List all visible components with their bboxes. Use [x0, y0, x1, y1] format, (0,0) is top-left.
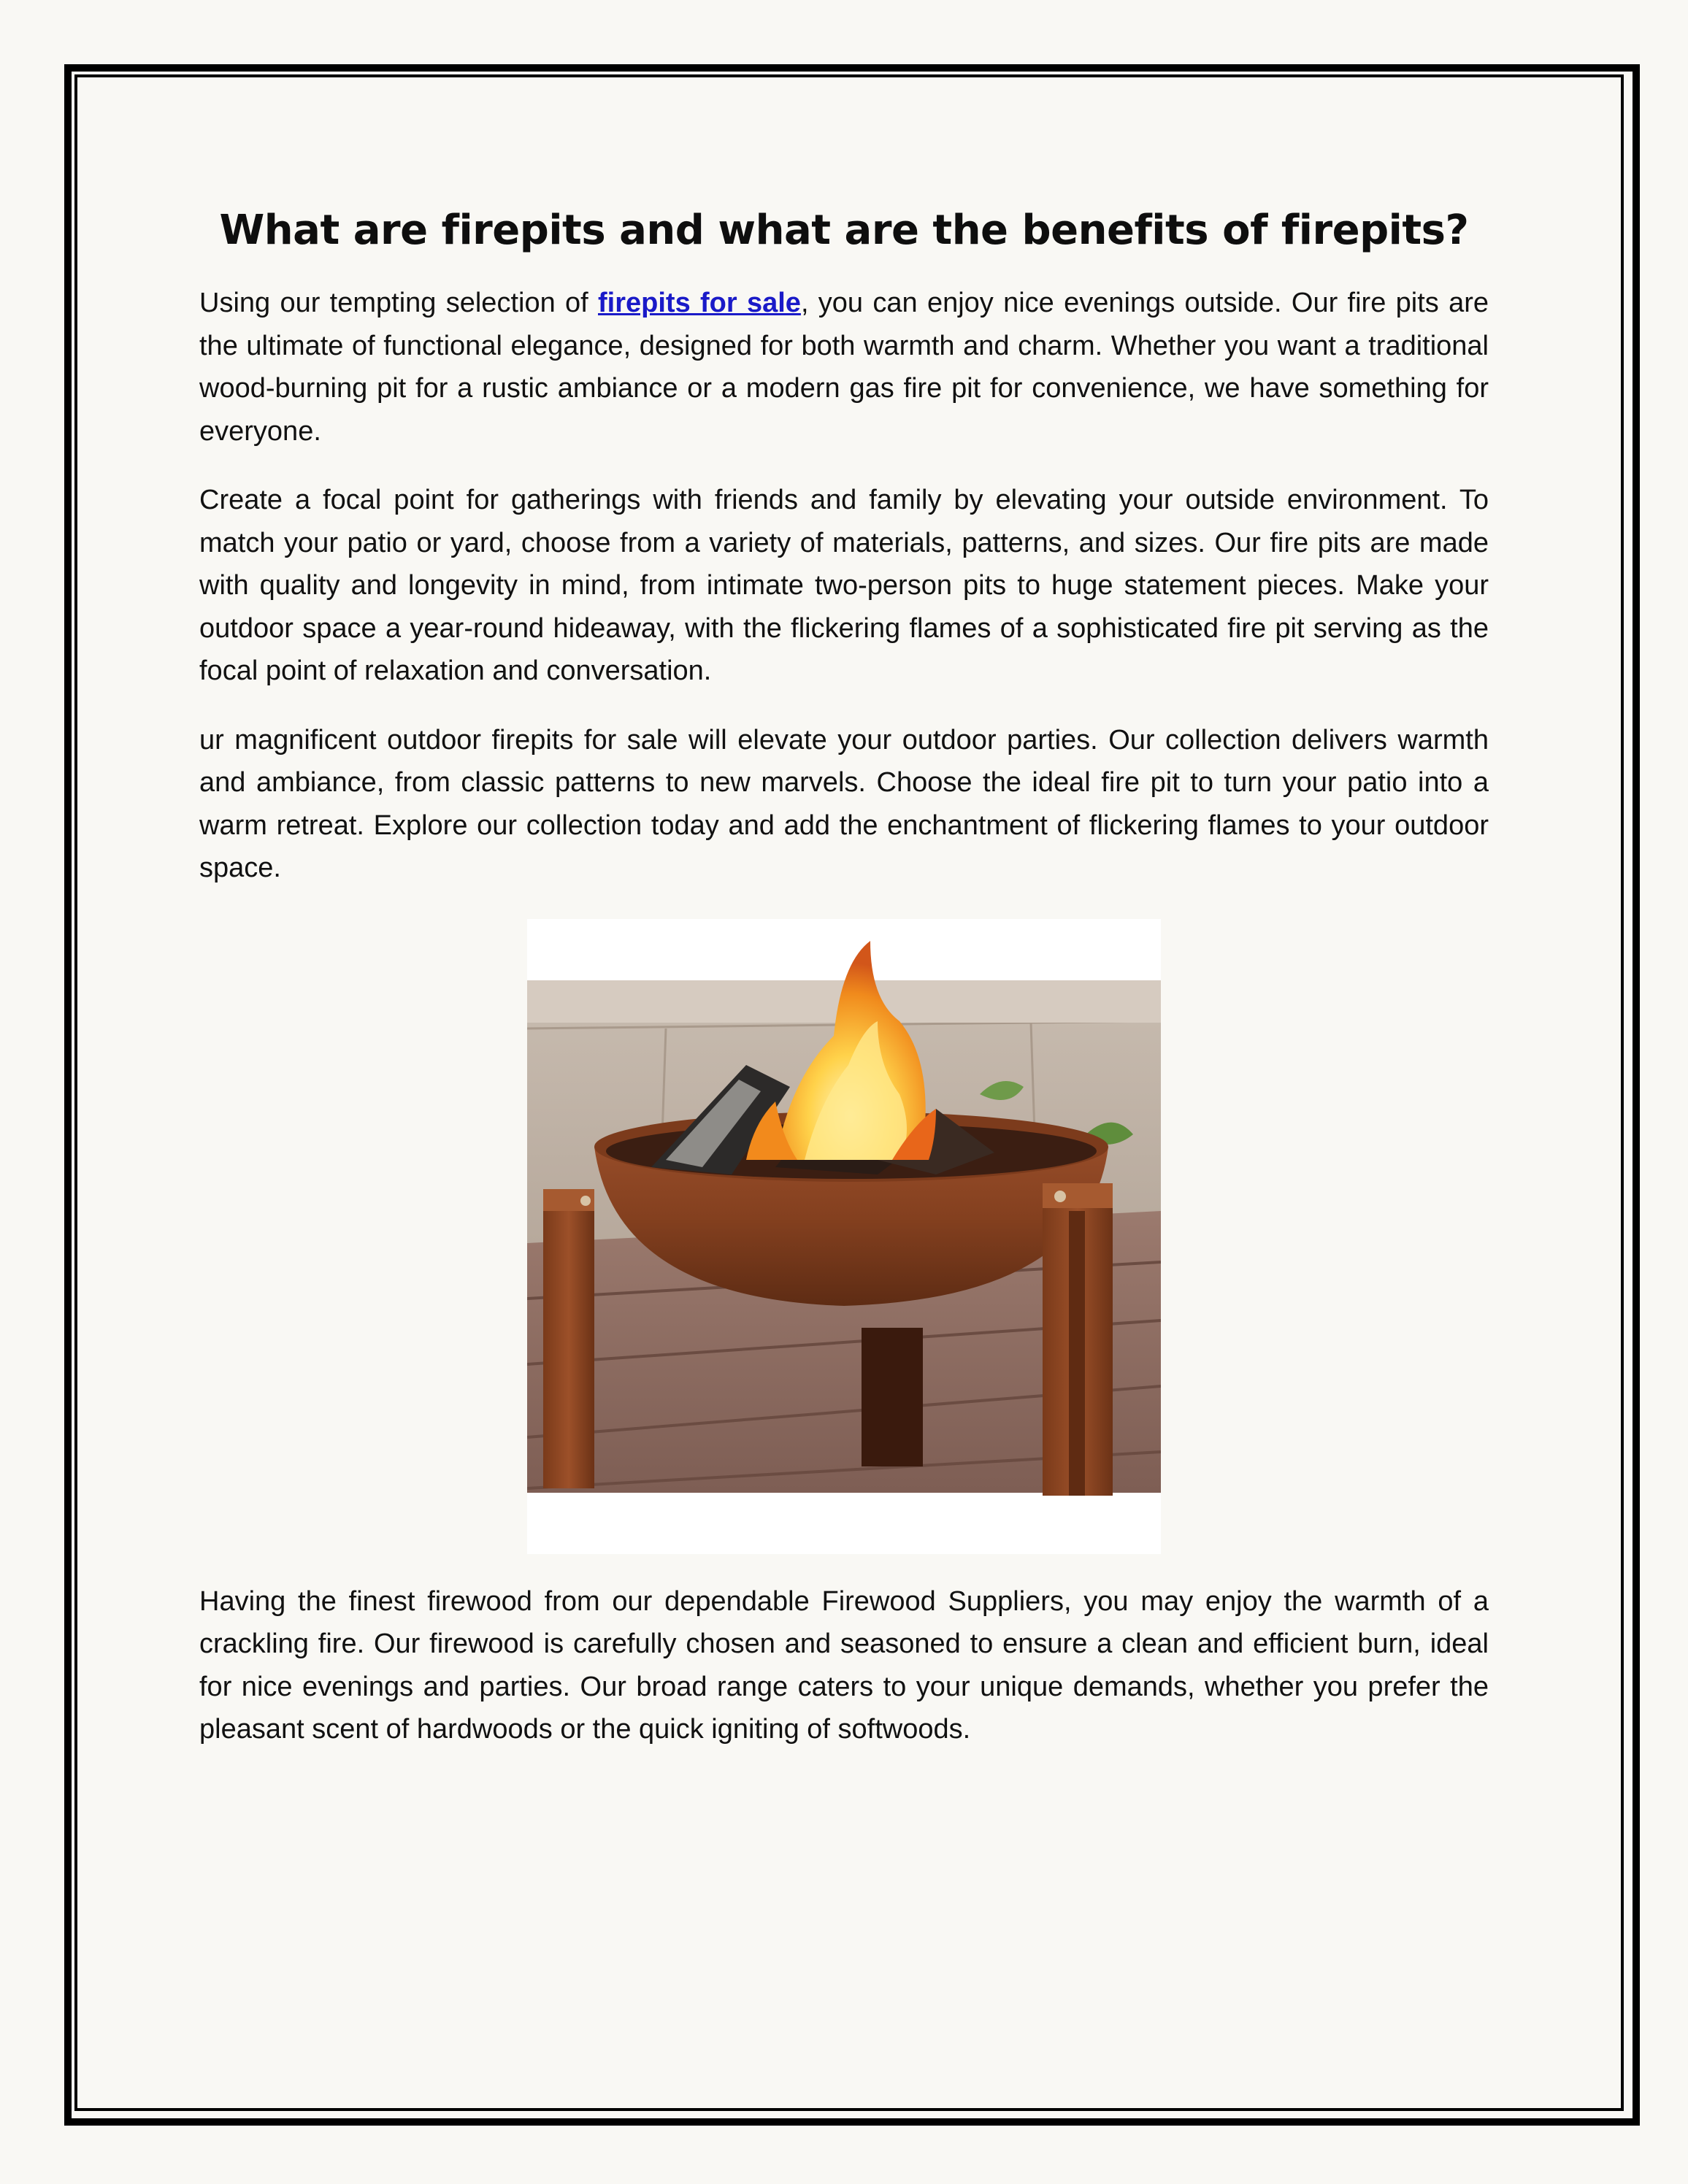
firepits-for-sale-link[interactable]: firepits for sale	[598, 288, 801, 318]
paragraph-focal-point: Create a focal point for gatherings with friends and family by elevating your outside environment. To match your patio or yard, choose from a variety of materials, patterns, and sizes. Our fire pits are made with quality and longevity in mind, from intimate two-person pits to huge statement pieces. Make your outdoor space a year-round hideaway, with the flickering flames of a sophisticated fire pit serving as the focal point of relaxation and conversation.	[199, 485, 1489, 686]
paragraph-intro	[199, 282, 1489, 453]
paragraph-collection: ur magnificent outdoor firepits for sale will elevate your outdoor parties. Our collection delivers warmth and ambiance, from classic patterns to new marvels. Choose the ideal fire pit to turn your patio into a warm retreat. Explore our collection today and add the enchantment of flickering flames to your outdoor space.	[199, 724, 1489, 883]
paragraph-intro-lead: Using our tempting selection of	[199, 288, 599, 318]
page-title: What are firepits and what are the benefits of firepits?	[219, 207, 1469, 254]
article	[199, 196, 1489, 1751]
paragraph-intro-rest: , you can enjoy nice evenings outside. Our fire pits are the ultimate of functional elegance, designed for both warmth and charm. Whether you want a traditional wood-burning pit for a rustic ambiance or a modern gas fire pit for convenience, we have something for everyone.	[199, 288, 1489, 447]
fire-pit-photo	[527, 919, 1161, 1554]
photo-scene	[527, 941, 1161, 1496]
paragraph-firewood: Having the finest firewood from our dependable Firewood Suppliers, you may enjoy the warmth of a crackling fire. Our firewood is carefully chosen and seasoned to ensure a clean and efficient burn, ideal for nice evenings and parties. Our broad range caters to your unique demands, whether you prefer the pleasant scent of hardwoods or the quick igniting of softwoods.	[199, 1585, 1489, 1745]
